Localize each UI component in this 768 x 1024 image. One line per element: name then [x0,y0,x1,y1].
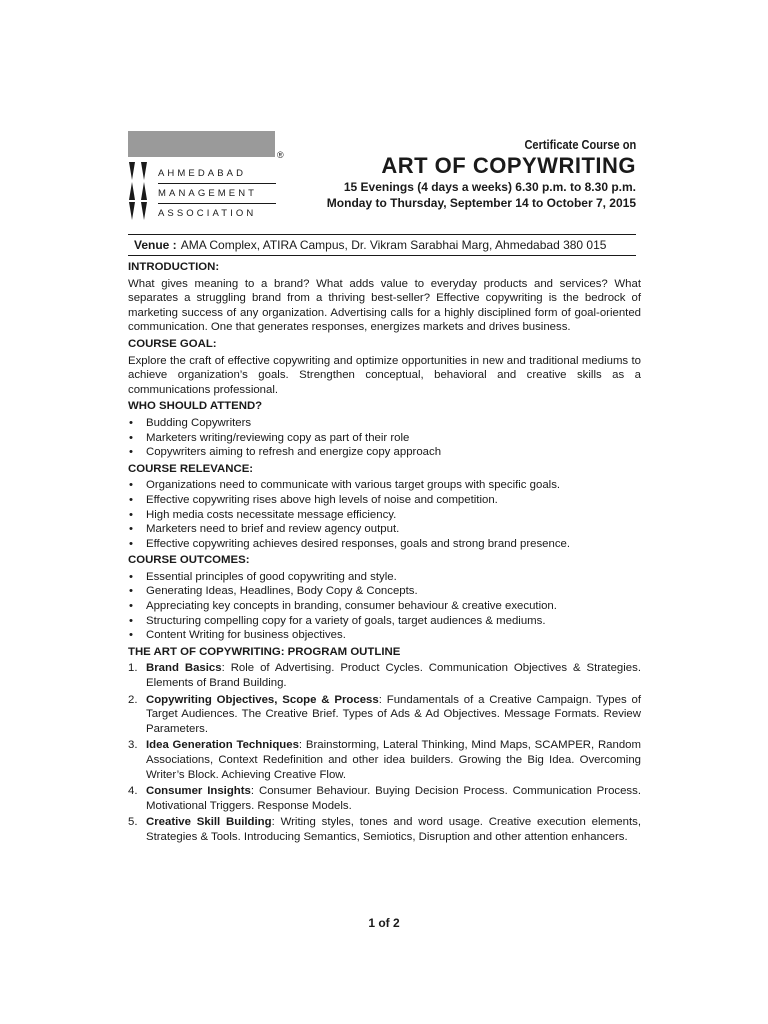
logo-wordmark [158,164,276,223]
outline-text: : Writing styles, tones and word usage. Creative execution elements, Strategies & Tools. Introducing Semantics, Semiotics, Disruption and other attention enhancers. [146,816,642,843]
course-title: ART OF COPYWRITING [381,153,636,178]
outline-title: Brand Basics [146,662,222,675]
outline-heading: THE ART OF COPYWRITING: PROGRAM OUTLINE [128,645,401,658]
outline-text: : Fundamentals of a Creative Campaign. Types of Target Audiences. The Creative Brief. Types of Ads & Ad Objectives. Message Formats. Review Parameters. [146,693,642,735]
outline-item [128,815,641,844]
introduction-heading: INTRODUCTION: [128,261,220,273]
outline-text: : Consumer Behaviour. Buying Decision Process. Communication Process. Motivational Triggers. Response Models. [146,785,641,812]
list-item: • Effective copywriting rises above high levels of noise and competition. [128,493,641,508]
outline-text: : Role of Advertising. Product Cycles. Communication Objectives & Strategies. Elements of Brand Building. [146,662,641,690]
outcomes-heading: COURSE OUTCOMES: [128,554,250,567]
outline-item [128,738,641,782]
goal-heading: COURSE GOAL: [128,337,217,350]
document-body [128,258,641,847]
course-header [327,137,636,211]
venue-address: AMA Complex, ATIRA Campus, Dr. Vikram Sarabhai Marg, Ahmedabad 380 015 [180,238,607,252]
logo-line-3: ASSOCIATION [158,208,257,219]
list-item: • Copywriters aiming to refresh and energize copy approach [128,445,641,460]
outline-title: Consumer Insights [146,785,251,798]
outline-item [128,784,641,813]
venue-label: Venue : [134,238,177,252]
list-item: • Marketers need to brief and review agency output. [128,522,641,537]
list-item: • Appreciating key concepts in branding, consumer behaviour & creative execution. [128,599,641,614]
list-item: • Effective copywriting achieves desired responses, goals and strong brand presence. [128,537,641,552]
list-item: • Budding Copywriters [128,416,641,431]
list-item: • Organizations need to communicate with various target groups with specific goals. [128,478,641,493]
logo-banner [128,131,275,157]
outline-list [128,661,641,844]
outline-item [128,693,641,737]
logo-mark-icon [128,160,150,222]
outline-number: 2. [128,693,138,706]
outline-title: Idea Generation Techniques [146,739,299,752]
page-number: 1 of 2 [368,916,400,930]
attend-heading: WHO SHOULD ATTEND? [128,400,263,413]
logo-line-1: AHMEDABAD [158,164,276,184]
list-item: • Essential principles of good copywriting and style. [128,570,641,585]
attend-list [128,416,641,460]
outline-item [128,661,641,690]
goal-text: Explore the craft of effective copywriting and optimize opportunities in new and traditional mediums to achieve organization’s goals. Strengthen conceptual, behavioral and creative skills as a communications professional. [128,354,641,396]
logo-line-2: MANAGEMENT [158,184,276,204]
schedule-line-2: Monday to Thursday, September 14 to October 7, 2015 [326,196,636,210]
outcomes-list [128,570,641,643]
outline-number: 3. [128,739,138,752]
list-item: • Marketers writing/reviewing copy as part of their role [128,431,641,446]
introduction-text: What gives meaning to a brand? What adds value to everyday products and services? What separates a struggling brand from a thriving best-seller? Effective copywriting is the bedrock of marketing success of any organization. Advertising calls for a highly disciplined form of goal-oriented communication. One that generates responses, energizes markets and drives business. [128,277,641,334]
registered-mark: ® [277,150,284,160]
outline-title: Creative Skill Building [146,816,272,829]
list-item: • High media costs necessitate message efficiency. [128,508,641,523]
schedule-line-1: 15 Evenings (4 days a weeks) 6.30 p.m. to 8.30 p.m. [343,180,636,194]
outline-title: Copywriting Objectives, Scope & Process [146,693,379,706]
relevance-list [128,478,641,551]
list-item: • Generating Ideas, Headlines, Body Copy & Concepts. [128,584,641,599]
course-subtitle: Certificate Course on [524,137,636,152]
list-item: • Content Writing for business objectives. [128,628,641,643]
outline-text: : Brainstorming, Lateral Thinking, Mind Maps, SCAMPER, Random Associations, Context Redefinition and other idea builders. Growing the Big Idea. Overcoming Writer’s Block. Achieving Creative Flow. [146,739,641,781]
outline-number: 5. [128,816,138,829]
list-item: • Structuring compelling copy for a variety of goals, target audiences & mediums. [128,614,641,629]
outline-number: 1. [128,662,138,675]
relevance-heading: COURSE RELEVANCE: [128,462,254,475]
outline-number: 4. [128,785,138,798]
venue-bar [128,234,636,256]
